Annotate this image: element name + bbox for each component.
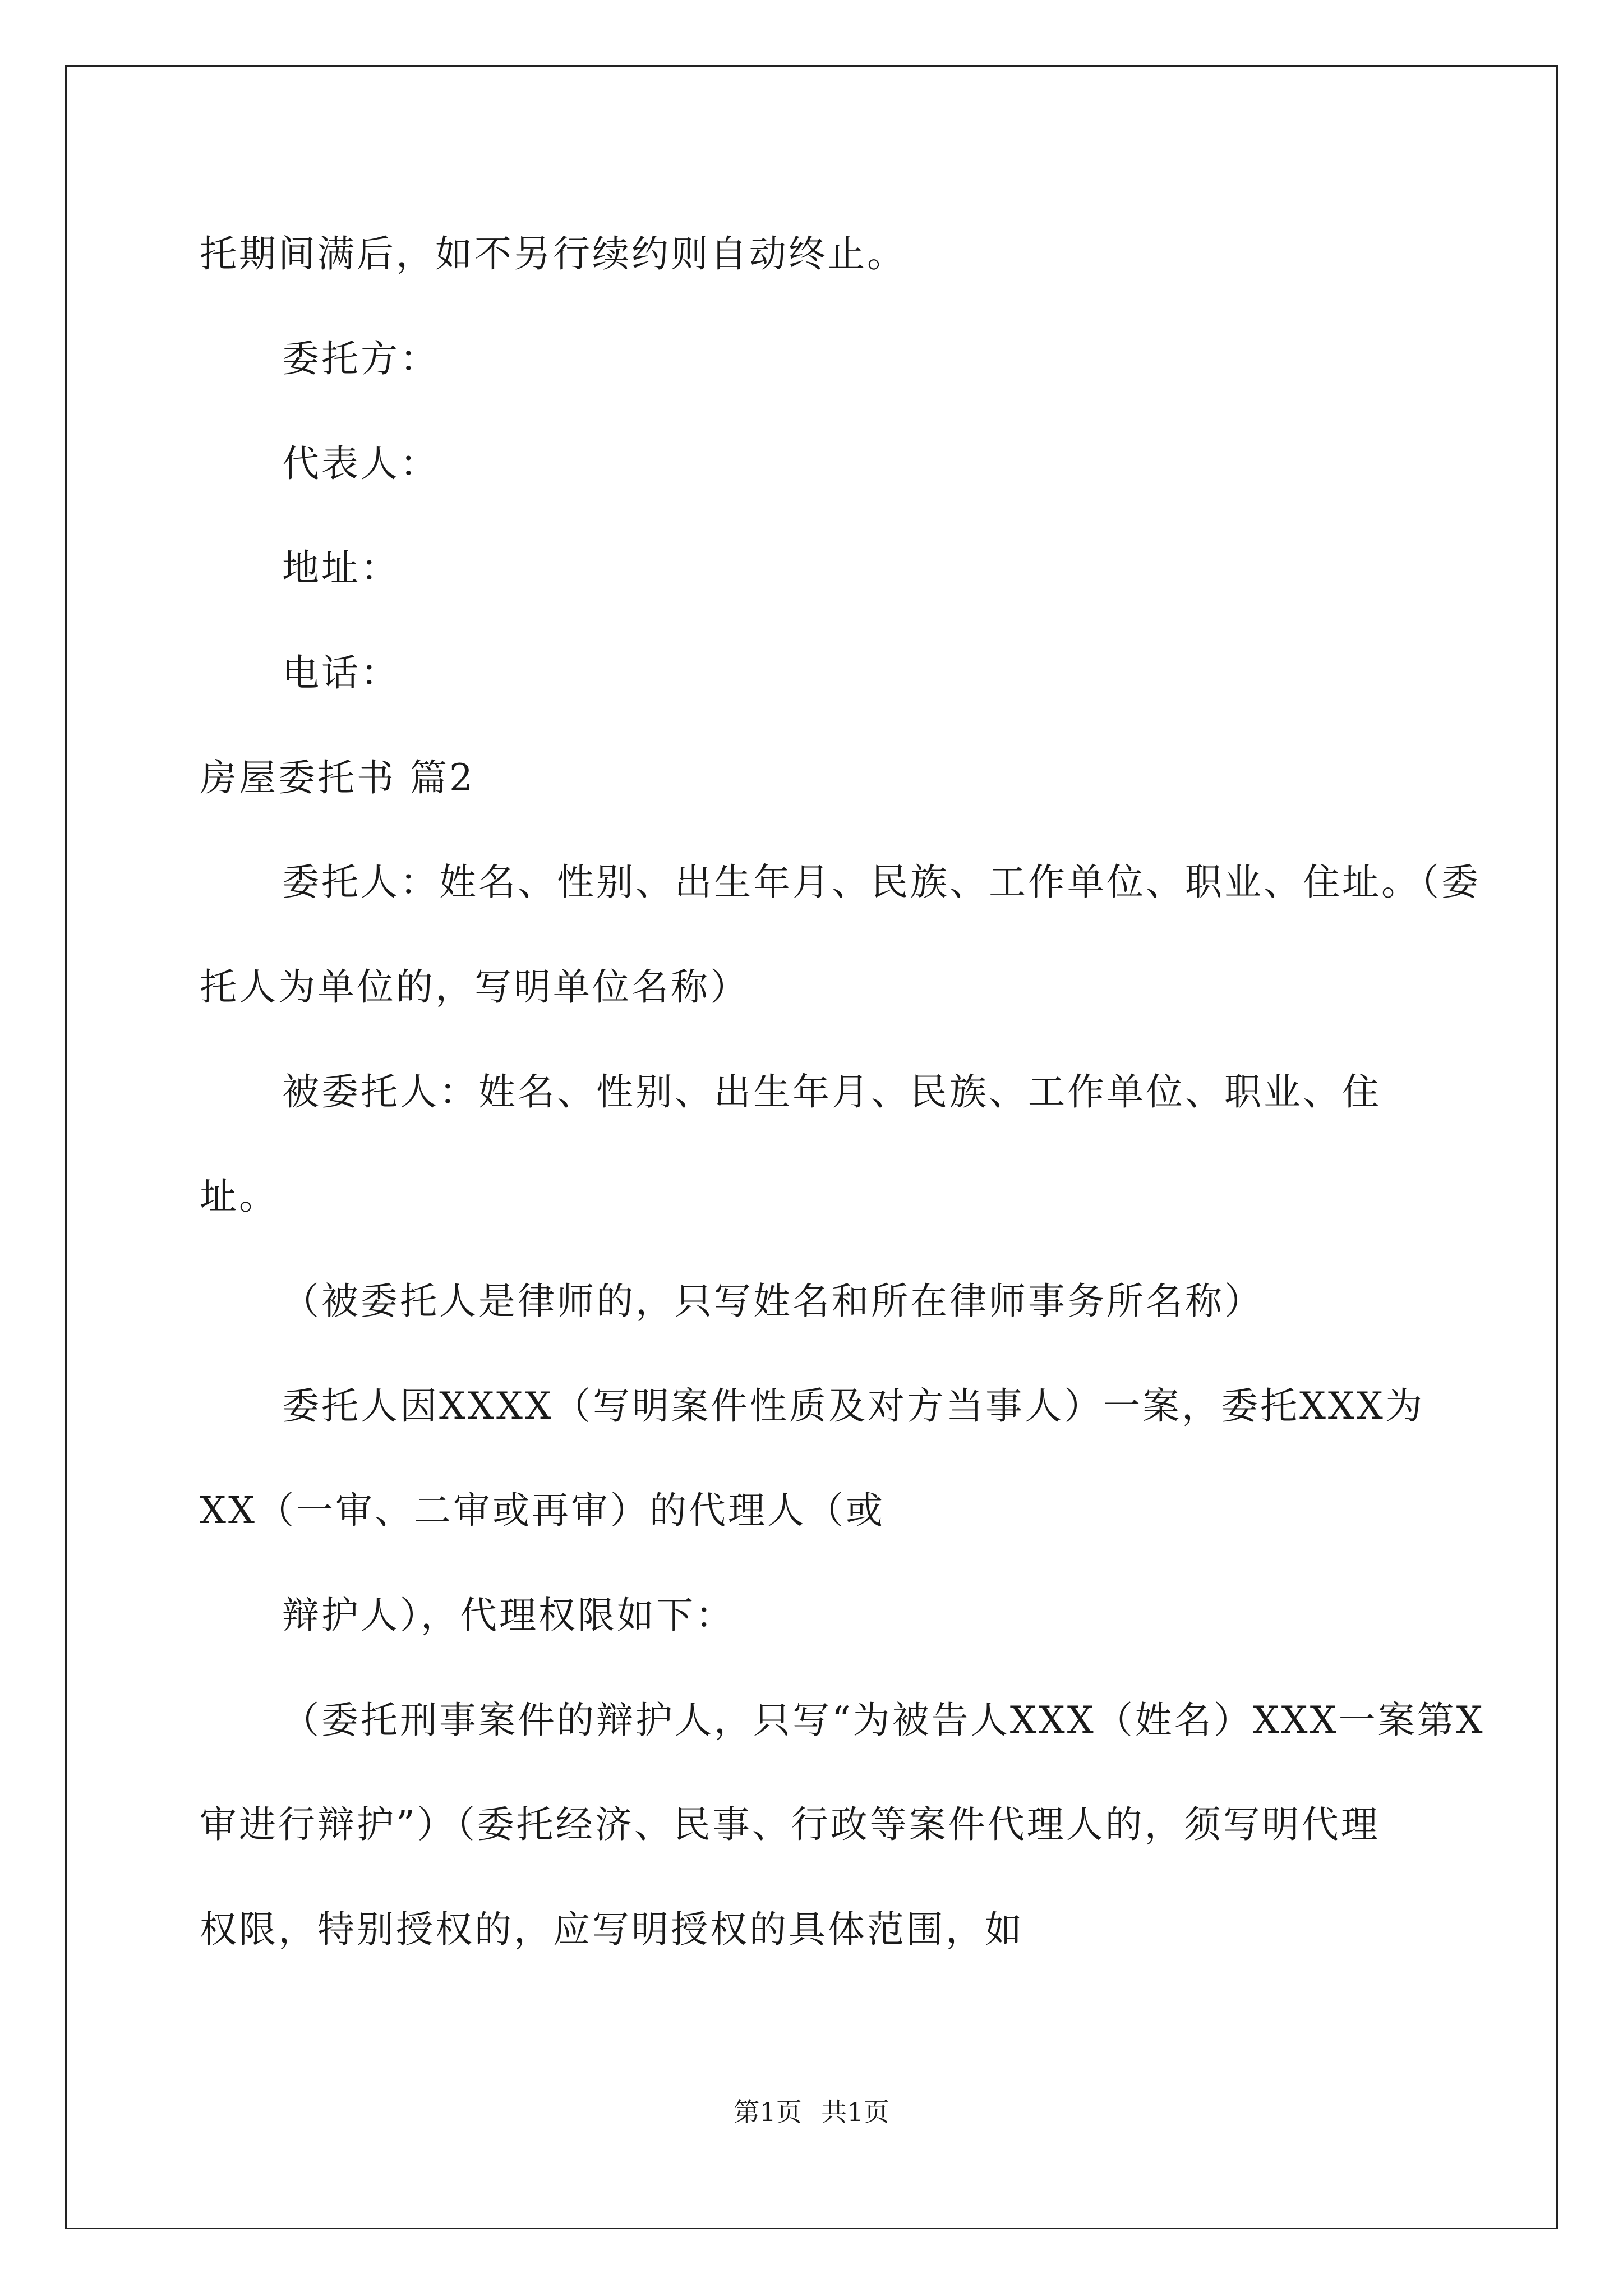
paragraph-line: 权限，特别授权的，应写明授权的具体范围，如: [200, 1908, 1024, 1951]
page-border: [65, 65, 1558, 2229]
paragraph-line: 被委托人：姓名、性别、出生年月、民族、工作单位、职业、住: [282, 1070, 1381, 1114]
paragraph-line: 辩护人），代理权限如下：: [282, 1594, 735, 1637]
field-label-representative: 代表人：: [282, 442, 439, 485]
paragraph-line: 委托人因XXXX（写明案件性质及对方当事人）一案，委托XXX为: [282, 1384, 1424, 1428]
paragraph-line: 托人为单位的，写明单位名称）: [200, 965, 749, 1009]
paragraph-line: 审进行辩护”）（委托经济、民事、行政等案件代理人的，须写明代理: [200, 1803, 1380, 1846]
paragraph-line: 托期间满后，如不另行续约则自动终止。: [200, 232, 906, 275]
paragraph-line: （委托刑事案件的辩护人，只写“为被告人XXX（姓名）XXX一案第X: [282, 1699, 1485, 1742]
paragraph-line: （被委托人是律师的，只写姓名和所在律师事务所名称）: [282, 1280, 1264, 1323]
section-heading: 房屋委托书 篇2: [200, 756, 475, 799]
paragraph-line: XX（一审、二审或再审）的代理人（或: [200, 1489, 885, 1532]
page-footer: 第1页 共1页: [734, 2097, 889, 2127]
paragraph-line: 址。: [200, 1175, 278, 1218]
field-label-principal: 委托方：: [282, 337, 439, 380]
field-label-phone: 电话：: [282, 651, 400, 694]
paragraph-line: 委托人：姓名、性别、出生年月、民族、工作单位、职业、住址。（委: [282, 861, 1481, 904]
field-label-address: 地址：: [282, 546, 400, 590]
